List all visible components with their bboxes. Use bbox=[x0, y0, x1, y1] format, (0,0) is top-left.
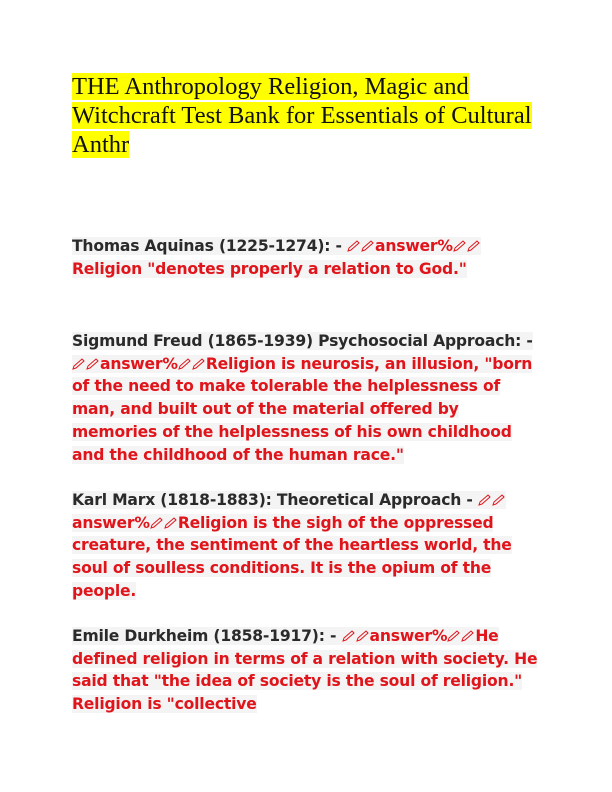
pencil-icon bbox=[72, 358, 85, 370]
pencil-icon bbox=[453, 240, 466, 252]
pencil-icon bbox=[492, 494, 505, 506]
answer-text: Religion is the sigh of the oppressed creature, the sentiment of the heartless world, the soul of soulless conditions. It is the opium of the people. bbox=[72, 513, 512, 600]
document-title bbox=[72, 72, 540, 159]
pencil-icon bbox=[150, 517, 163, 529]
pencil-icon bbox=[361, 240, 374, 252]
pencil-icon bbox=[467, 240, 480, 252]
pencil-icon bbox=[461, 630, 474, 642]
qa-entry-aquinas bbox=[72, 235, 542, 280]
answer-marker: answer% bbox=[72, 513, 150, 532]
question-text: Emile Durkheim (1858-1917): - bbox=[72, 627, 337, 645]
pencil-icon bbox=[178, 358, 191, 370]
pencil-icon bbox=[192, 358, 205, 370]
pencil-icon bbox=[447, 630, 460, 642]
answer-text: He defined religion in terms of a relation with society. He said that "the idea of society is the soul of religion." Religion is "collective bbox=[72, 627, 538, 714]
pencil-icon bbox=[164, 517, 177, 529]
answer-text: Religion is neurosis, an illusion, "born of the need to make tolerable the helplessness of man, and built out of the material offered by memories of the helplessness of his own childhood and the childhood of the human race." bbox=[72, 354, 533, 464]
answer-text: Religion "denotes properly a relation to God." bbox=[72, 259, 467, 278]
answer-marker: answer% bbox=[375, 237, 453, 255]
answer-marker: answer% bbox=[369, 627, 448, 645]
qa-entry-durkheim bbox=[72, 625, 542, 716]
qa-entry-marx bbox=[72, 489, 542, 603]
title-highlight: THE Anthropology Religion, Magic and Witchcraft Test Bank for Essentials of Cultural Anthr bbox=[72, 73, 532, 158]
pencil-icon bbox=[342, 630, 355, 642]
question-text: Sigmund Freud (1865-1939) Psychosocial Approach: - bbox=[72, 332, 533, 350]
pencil-icon bbox=[86, 358, 99, 370]
question-text: Karl Marx (1818-1883): Theoretical Approach - bbox=[72, 491, 473, 509]
question-text: Thomas Aquinas (1225-1274): - bbox=[72, 237, 342, 255]
qa-entry-freud bbox=[72, 330, 542, 466]
pencil-icon bbox=[478, 494, 491, 506]
pencil-icon bbox=[347, 240, 360, 252]
pencil-icon bbox=[356, 630, 369, 642]
answer-marker: answer% bbox=[100, 354, 178, 373]
